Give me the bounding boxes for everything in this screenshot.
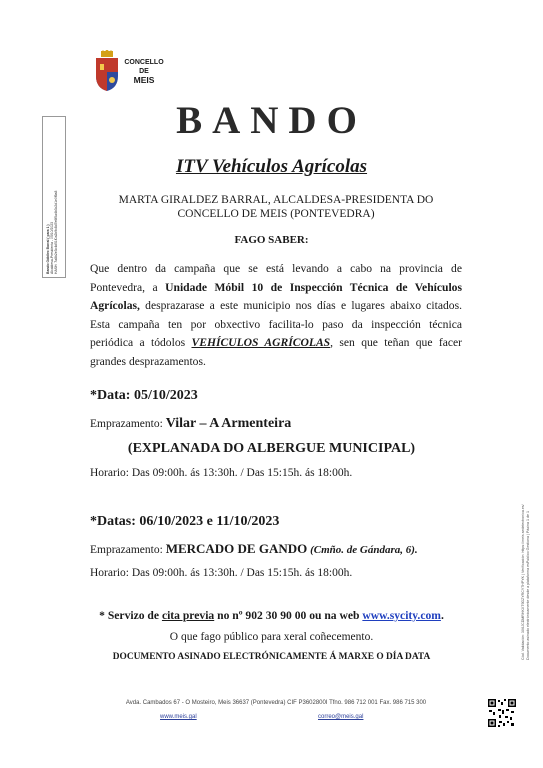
footer-address: Avda. Cambados 67 - O Mosteiro, Meis 36637 (Pontevedra) CIF P3602800I Tfno. 986 712 001 Fax. 986 715 300 xyxy=(125,700,427,706)
signature-note: DOCUMENTO ASINADO ELECTRÓNICAMENTE Á MARXE O DÍA DATA xyxy=(112,652,431,662)
event1-schedule: Horario: Das 09:00h. ás 13:30h. / Das 15:15h. ás 18:00h. xyxy=(90,467,353,479)
service-info: * Servizo de cita previa no nº 902 30 90 00 ou na web www.sycity.com. xyxy=(99,609,444,622)
sycity-link[interactable]: www.sycity.com xyxy=(362,609,441,622)
event1-date: *Data: 05/10/2023 xyxy=(90,388,198,403)
qr-code-icon xyxy=(487,698,517,728)
body-line-3: Agrícolas, desprazarase a este municipio nos días e lugares abaixo citados. xyxy=(90,299,462,312)
coat-of-arms-icon xyxy=(92,50,122,92)
closing-text: O que fago público para xeral coñecemento. xyxy=(169,631,374,643)
footer-web-link[interactable]: www.meis.gal xyxy=(160,714,197,720)
council-name: CONCELLO DE MEIS xyxy=(124,59,164,85)
event1-place: Emprazamento: Vilar – A Armenteira xyxy=(90,416,292,431)
body-line-6: grandes desprazamentos. xyxy=(90,354,206,368)
fago-saber: FAGO SABER: xyxy=(234,234,309,246)
body-paragraph xyxy=(90,260,462,371)
document-subtitle: ITV Vehículos Agrícolas xyxy=(175,156,368,177)
footer-email-link[interactable]: correo@meis.gal xyxy=(318,714,364,720)
document-title: BANDO xyxy=(176,99,367,142)
event2-schedule: Horario: Das 09:00h. ás 13:30h. / Das 15:15h. ás 18:00h. xyxy=(90,567,353,579)
signature-stamp-text: Bando Gábilec Barral ( para 1 ) Alcaldesa-Presidenta - 05/10/2023 HASH: 7a8b2e3c4d51f0a2b9c8d7e6f5a4b3c2d1e0f9a8 xyxy=(46,190,59,274)
event2-date: *Datas: 06/10/2023 e 11/10/2023 xyxy=(90,514,280,529)
body-line-1: Que dentro da campaña que se está levando a cabo na provincia de xyxy=(90,262,462,275)
body-line-5: periódica a tódolos VEHÍCULOS AGRÍCOLAS, sen que teñan que facer xyxy=(90,336,462,349)
verification-side-text: Cód. Validación: 3X6JCDMRHKXT9DZYRCY7HPYK | Verificación: https://meis.sedelectronica.es/ Documento asinado electrónicamente desde a plataforma esPublico Gestiona | Páxina 1 de 1 xyxy=(521,504,530,660)
issuer-text: MARTA GIRALDEZ BARRAL, ALCALDESA-PRESIDENTA DO CONCELLO DE MEIS (PONTEVEDRA) xyxy=(118,194,434,220)
body-line-4: Esta campaña ten por obxectivo facilita-lo paso da inspección técnica xyxy=(90,317,462,331)
event2-place: Emprazamento: MERCADO DE GANDO (Cmño. de Gándara, 6). xyxy=(90,541,418,556)
body-line-2: Pontevedra, a Unidade Móbil 10 de Inspección Técnica de Vehículos xyxy=(90,280,462,294)
event1-place-detail: (EXPLANADA DO ALBERGUE MUNICIPAL) xyxy=(127,441,416,456)
